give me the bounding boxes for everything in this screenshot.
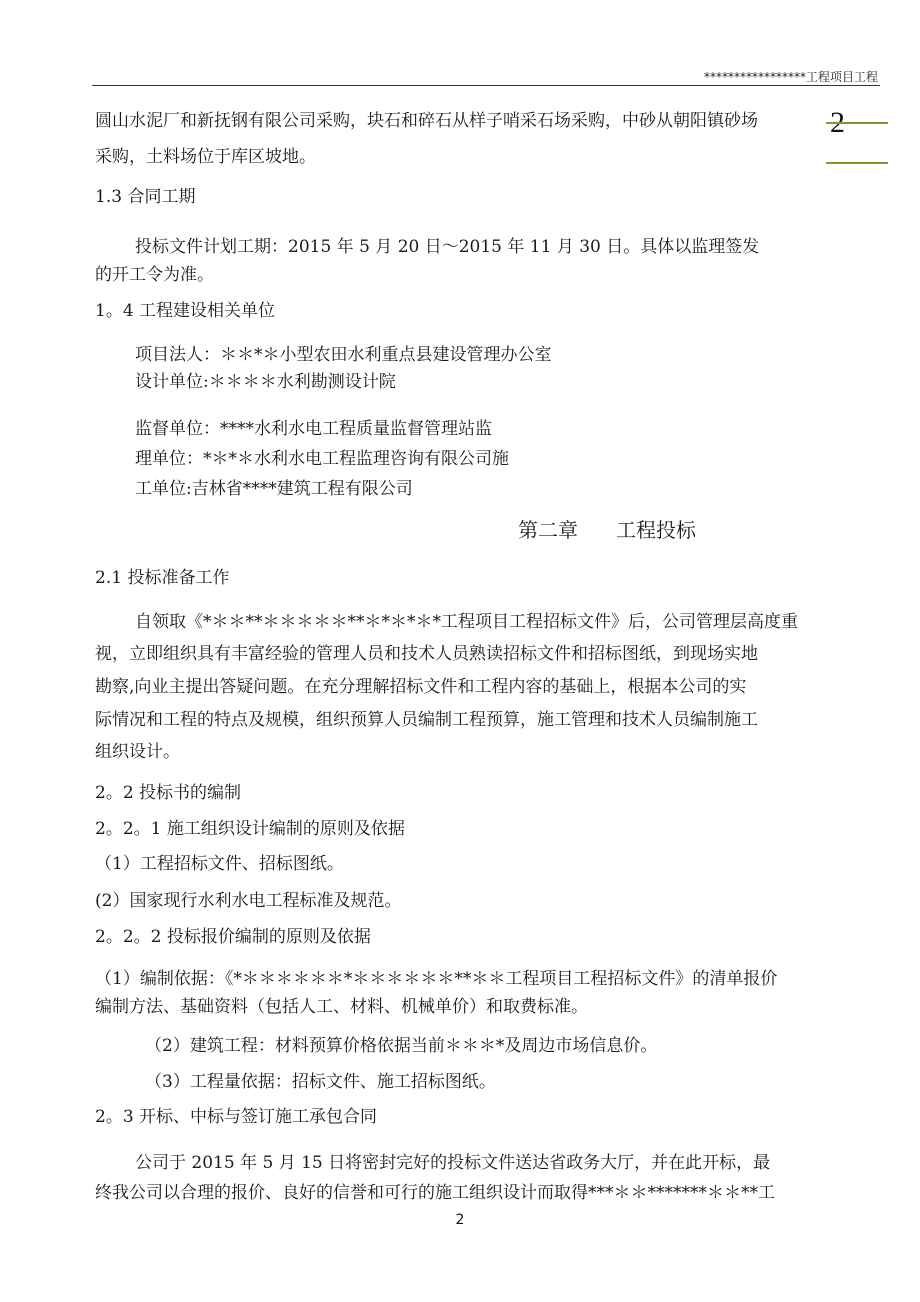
section-heading: 1.3 合同工期 bbox=[95, 187, 196, 207]
paragraph-line: 投标文件计划工期：2015 年 5 月 20 日～2015 年 11 月 30 日。具体以监理签发 bbox=[135, 237, 760, 257]
list-item: （1）工程招标文件、招标图纸。 bbox=[95, 854, 344, 874]
header-rule bbox=[92, 85, 880, 86]
paragraph-line: 圆山水泥厂和新抚钢有限公司采购，块石和碎石从样子哨采石场采购，中砂从朝阳镇砂场 bbox=[95, 111, 758, 131]
page-badge-number: 2 bbox=[830, 106, 845, 139]
section-heading: 2。2。1 施工组织设计编制的原则及依据 bbox=[95, 819, 405, 839]
paragraph-line: 采购，土料场位于库区坡地。 bbox=[95, 147, 316, 167]
list-item: (2）国家现行水利水电工程标准及规范。 bbox=[95, 891, 402, 911]
paragraph-line: 视，立即组织具有丰富经验的管理人员和技术人员熟读招标文件和招标图纸，到现场实地 bbox=[95, 644, 758, 664]
chapter-number: 第二章 bbox=[518, 518, 578, 542]
paragraph-line: 项目法人：＊＊*＊小型农田水利重点县建设管理办公室 bbox=[135, 345, 552, 365]
paragraph-line: 组织设计。 bbox=[95, 742, 180, 762]
paragraph-line: 工单位:吉林省****建筑工程有限公司 bbox=[135, 479, 413, 499]
list-item: （2）建筑工程：材料预算价格依据当前＊＊＊*及周边市场信息价。 bbox=[145, 1036, 658, 1056]
badge-rule-bottom bbox=[826, 162, 888, 164]
paragraph-line: 理单位：*＊*＊水利水电工程监理咨询有限公司施 bbox=[135, 449, 509, 469]
section-heading: 2.1 投标准备工作 bbox=[95, 568, 230, 588]
list-item: （1）编制依据：《*＊＊＊＊＊＊*＊＊＊＊＊＊**＊＊工程项目工程招标文件》的清单报价 bbox=[95, 969, 778, 989]
section-heading: 2。2 投标书的编制 bbox=[95, 783, 242, 803]
paragraph-line: 际情况和工程的特点及规模，组织预算人员编制工程预算，施工管理和技术人员编制施工 bbox=[95, 710, 758, 730]
section-heading: 1。4 工程建设相关单位 bbox=[95, 301, 276, 321]
header-title: *****************工程项目工程 bbox=[703, 70, 878, 84]
paragraph-line: 自领取《*＊＊**＊＊＊＊＊**＊*＊*＊*工程项目工程招标文件》后，公司管理层高度重 bbox=[135, 612, 798, 632]
paragraph-line: 监督单位：****水利水电工程质量监督管理站监 bbox=[135, 419, 492, 439]
paragraph-line: 勘察,向业主提出答疑问题。在充分理解招标文件和工程内容的基础上，根据本公司的实 bbox=[95, 677, 747, 697]
chapter-title bbox=[518, 518, 696, 542]
paragraph-line: 终我公司以合理的报价、良好的信誉和可行的施工组织设计而取得***＊＊*******＊＊**工 bbox=[95, 1183, 775, 1203]
section-heading: 2。3 开标、中标与签订施工承包合同 bbox=[95, 1107, 378, 1127]
paragraph-line: 公司于 2015 年 5 月 15 日将密封完好的投标文件送达省政务大厅，并在此开标，最 bbox=[135, 1153, 771, 1173]
section-heading: 2。2。2 投标报价编制的原则及依据 bbox=[95, 927, 371, 947]
paragraph-line: 设计单位:＊＊＊＊水利勘测设计院 bbox=[135, 372, 396, 392]
list-item: （3）工程量依据：招标文件、施工招标图纸。 bbox=[145, 1072, 496, 1092]
chapter-name: 工程投标 bbox=[616, 518, 696, 542]
footer-page-number: 2 bbox=[455, 1212, 465, 1228]
badge-rule-top bbox=[826, 122, 888, 124]
paragraph-line: 的开工令为准。 bbox=[95, 265, 214, 285]
paragraph-line: 编制方法、基础资料（包括人工、材料、机械单价）和取费标准。 bbox=[95, 997, 588, 1017]
